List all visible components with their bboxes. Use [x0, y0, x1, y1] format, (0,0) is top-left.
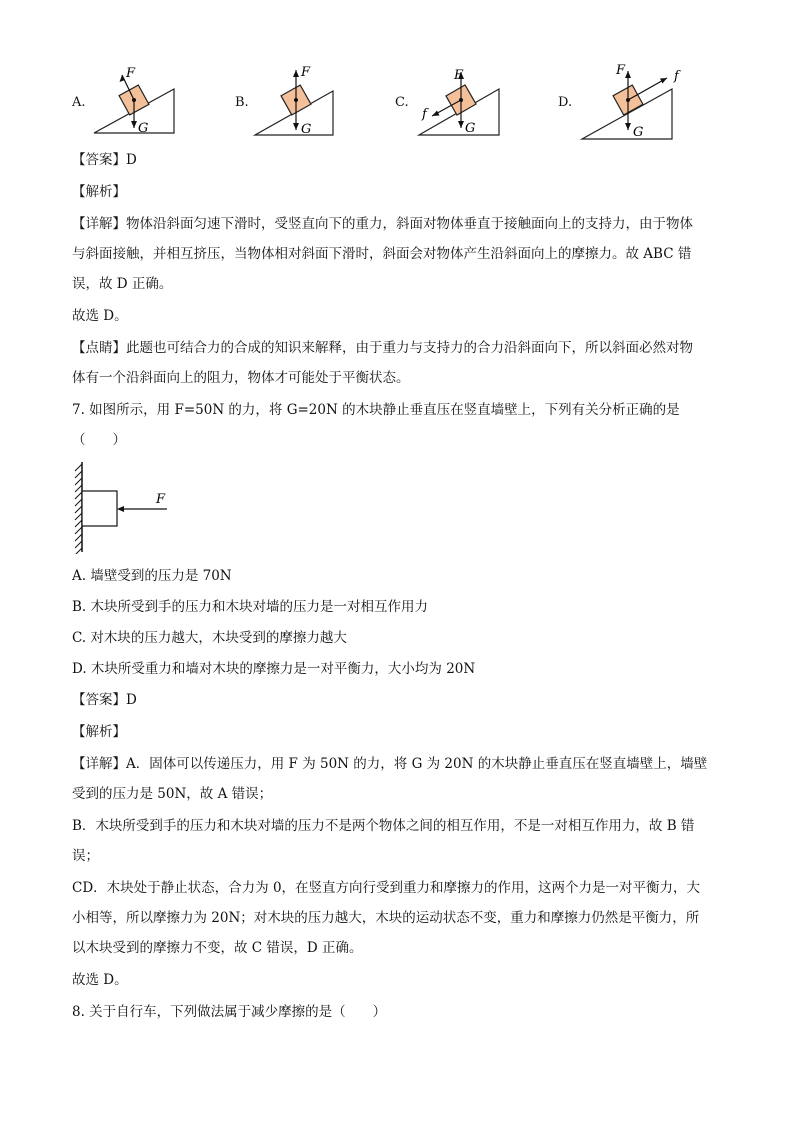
q7-detail-line-5: CD．木块处于静止状态，合力为 0，在竖直方向行受到重力和摩擦力的作用，这两个力是一对平衡力，大 [72, 880, 701, 896]
q7-detail-line-4: 误； [72, 848, 99, 864]
figure-option-b [235, 60, 385, 150]
incline-diagram-d [582, 60, 712, 150]
figure-option-a [72, 60, 212, 150]
wooden-block [82, 491, 117, 526]
force-label-f-b: F [301, 65, 311, 80]
force-label-f-a: F [126, 66, 136, 81]
q7-option-b: B. 木块所受到手的压力和木块对墙的压力是一对相互作用力 [72, 599, 429, 615]
q7-option-c: C. 对木块的压力越大，木块受到的摩擦力越大 [72, 630, 347, 646]
figure-option-c [395, 60, 545, 150]
option-a-label: A. [72, 95, 86, 110]
wall-block-figure [72, 462, 182, 554]
q8-stem: 8. 关于自行车，下列做法属于减少摩擦的是（ ） [72, 1004, 387, 1020]
q7-detail-line-1: 【详解】A．固体可以传递压力，用 F 为 50N 的力，将 G 为 20N 的木块静止垂直压在竖直墙壁上，墙壁 [72, 756, 708, 772]
figure-option-d [558, 60, 712, 150]
q6-tip-line-2: 体有一个沿斜面向上的阻力，物体才可能处于平衡状态。 [72, 370, 410, 386]
force-label-f: F [156, 492, 166, 507]
force-label-friction-d: f [674, 69, 679, 84]
q7-detail-line-7: 以木块受到的摩擦力不变，故 C 错误，D 正确。 [72, 940, 363, 956]
q7-analysis-title: 【解析】 [72, 724, 126, 740]
q7-stem-line-1: 7. 如图所示，用 F=50N 的力，将 G=20N 的木块静止垂直压在竖直墙壁上，下列有关分析正确的是 [72, 402, 680, 418]
force-label-g-c: G [465, 121, 476, 136]
option-d-label: D. [558, 95, 573, 110]
q7-stem-line-2: （ ） [72, 432, 126, 448]
q7-detail-line-2: 受到的压力是 50N，故 A 错误； [72, 786, 273, 802]
force-label-f-d: F [616, 63, 626, 78]
q6-detail-line-3: 误，故 D 正确。 [72, 276, 173, 292]
q7-answer: 【答案】D [72, 692, 137, 708]
force-label-g-b: G [301, 122, 312, 137]
option-b-label: B. [235, 95, 249, 110]
incline-diagram-b [255, 60, 375, 150]
incline-diagram-a [94, 60, 214, 150]
option-c-label: C. [395, 95, 409, 110]
q7-option-a: A. 墙壁受到的压力是 70N [72, 568, 232, 584]
q6-tip-line-1: 【点睛】此题也可结合力的合成的知识来解释，由于重力与支持力的合力沿斜面向下，所以斜面必然对物 [72, 340, 693, 356]
force-label-g-a: G [138, 121, 149, 136]
q6-answer: 【答案】D [72, 152, 137, 168]
q7-choice: 故选 D。 [72, 972, 128, 988]
q6-detail-line-1: 【详解】物体沿斜面匀速下滑时，受竖直向下的重力，斜面对物体垂直于接触面向上的支持力，由于物体 [72, 216, 693, 232]
q7-option-d: D. 木块所受重力和墙对木块的摩擦力是一对平衡力，大小均为 20N [72, 661, 476, 677]
q7-detail-line-3: B．木块所受到手的压力和木块对墙的压力不是两个物体之间的相互作用，不是一对相互作用力，故 B 错 [72, 818, 695, 834]
incline-diagram-c [417, 60, 537, 150]
q6-analysis-title: 【解析】 [72, 184, 126, 200]
q7-detail-line-6: 小相等，所以摩擦力为 20N；对木块的压力越大，木块的运动状态不变，重力和摩擦力仍然是平衡力，所 [72, 910, 700, 926]
force-label-f-c: F [454, 68, 464, 83]
q6-choice: 故选 D。 [72, 308, 128, 324]
q6-detail-line-2: 与斜面接触，并相互挤压，当物体相对斜面下滑时，斜面会对物体产生沿斜面向上的摩擦力。故 ABC 错 [72, 246, 692, 262]
force-label-g-d: G [633, 125, 644, 140]
wall-hatching [75, 464, 82, 554]
incline-figure-row [72, 60, 712, 150]
force-label-friction-c: f [422, 107, 427, 122]
